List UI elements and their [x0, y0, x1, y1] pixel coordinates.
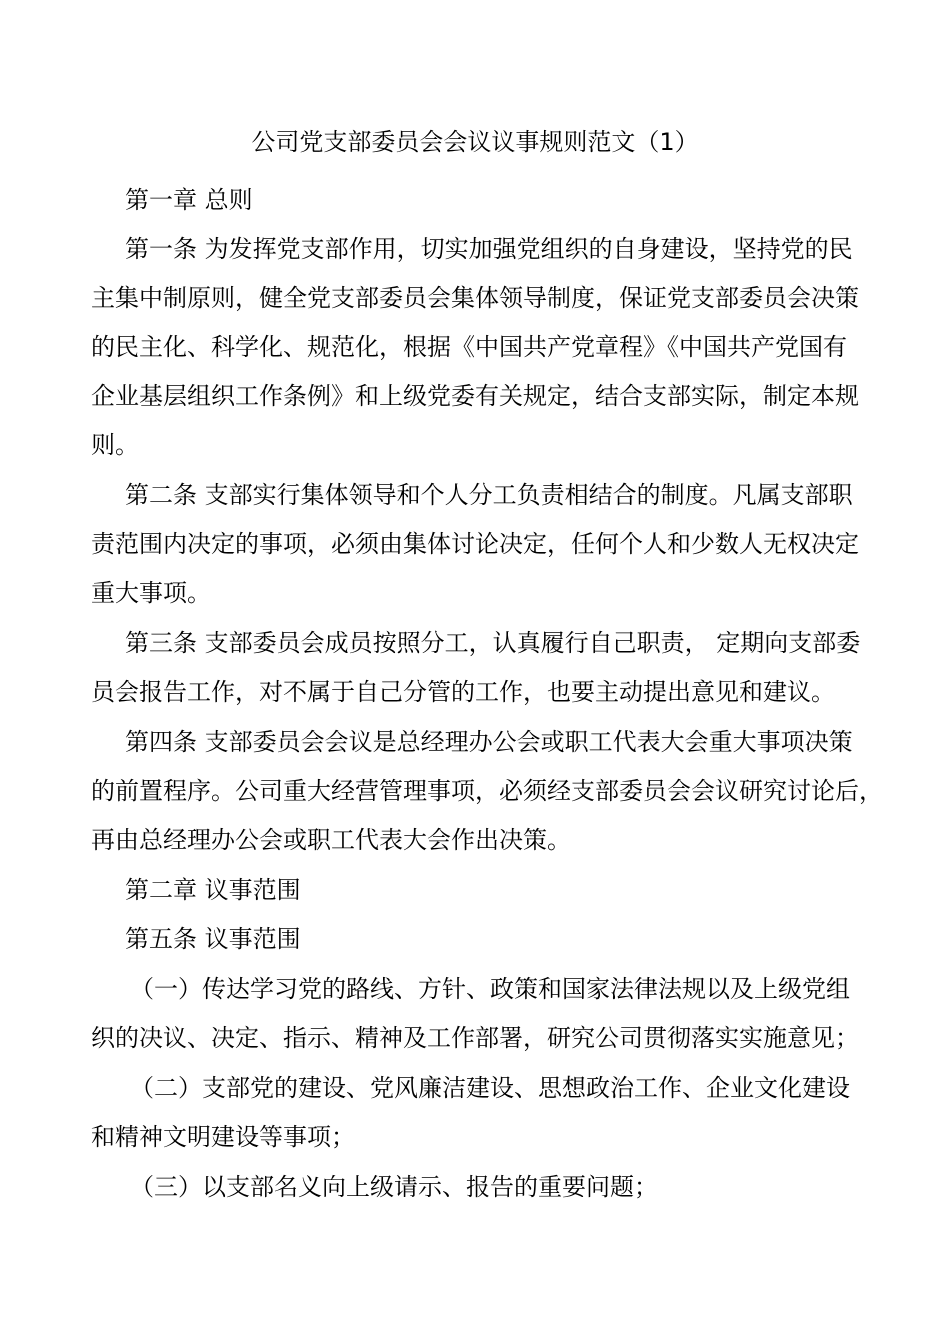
paragraph-line: 重大事项。	[91, 579, 211, 607]
paragraph-line: 的前置程序。公司重大经营管理事项，必须经支部委员会会议研究讨论后，	[91, 777, 883, 805]
paragraph-line: 责范围内决定的事项，必须由集体讨论决定，任何个人和少数人无权决定	[91, 530, 859, 558]
paragraph-line: 主集中制原则，健全党支部委员会集体领导制度，保证党支部委员会决策	[91, 284, 859, 312]
chapter-heading: 第一章 总则	[125, 186, 253, 214]
paragraph-line: 第二条 支部实行集体领导和个人分工负责相结合的制度。凡属支部职	[125, 481, 853, 509]
paragraph-line: 第三条 支部委员会成员按照分工，认真履行自己职责， 定期向支部委	[125, 629, 861, 657]
document-title: 公司党支部委员会会议议事规则范文（1）	[251, 128, 699, 156]
list-item-line: （二）支部党的建设、党风廉洁建设、思想政治工作、企业文化建设	[130, 1074, 850, 1102]
list-item-line: 和精神文明建设等事项；	[91, 1123, 355, 1151]
paragraph-line: 的民主化、科学化、规范化，根据《中国共产党章程》《中国共产党国有	[91, 333, 847, 361]
paragraph-line: 第一条 为发挥党支部作用，切实加强党组织的自身建设，坚持党的民	[125, 235, 853, 263]
paragraph-line: 员会报告工作，对不属于自己分管的工作，也要主动提出意见和建议。	[91, 678, 835, 706]
chapter-heading: 第二章 议事范围	[125, 876, 301, 904]
article-heading: 第五条 议事范围	[125, 925, 301, 953]
paragraph-line: 第四条 支部委员会会议是总经理办公会或职工代表大会重大事项决策	[125, 728, 853, 756]
list-item-line: （一）传达学习党的路线、方针、政策和国家法律法规以及上级党组	[130, 975, 850, 1003]
list-item-line: 织的决议、决定、指示、精神及工作部署，研究公司贯彻落实实施意见；	[91, 1024, 859, 1052]
paragraph-line: 则。	[91, 431, 139, 459]
list-item-line: （三）以支部名义向上级请示、报告的重要问题；	[130, 1173, 658, 1201]
paragraph-line: 再由总经理办公会或职工代表大会作出决策。	[91, 826, 571, 854]
paragraph-line: 企业基层组织工作条例》和上级党委有关规定，结合支部实际，制定本规	[91, 382, 859, 410]
